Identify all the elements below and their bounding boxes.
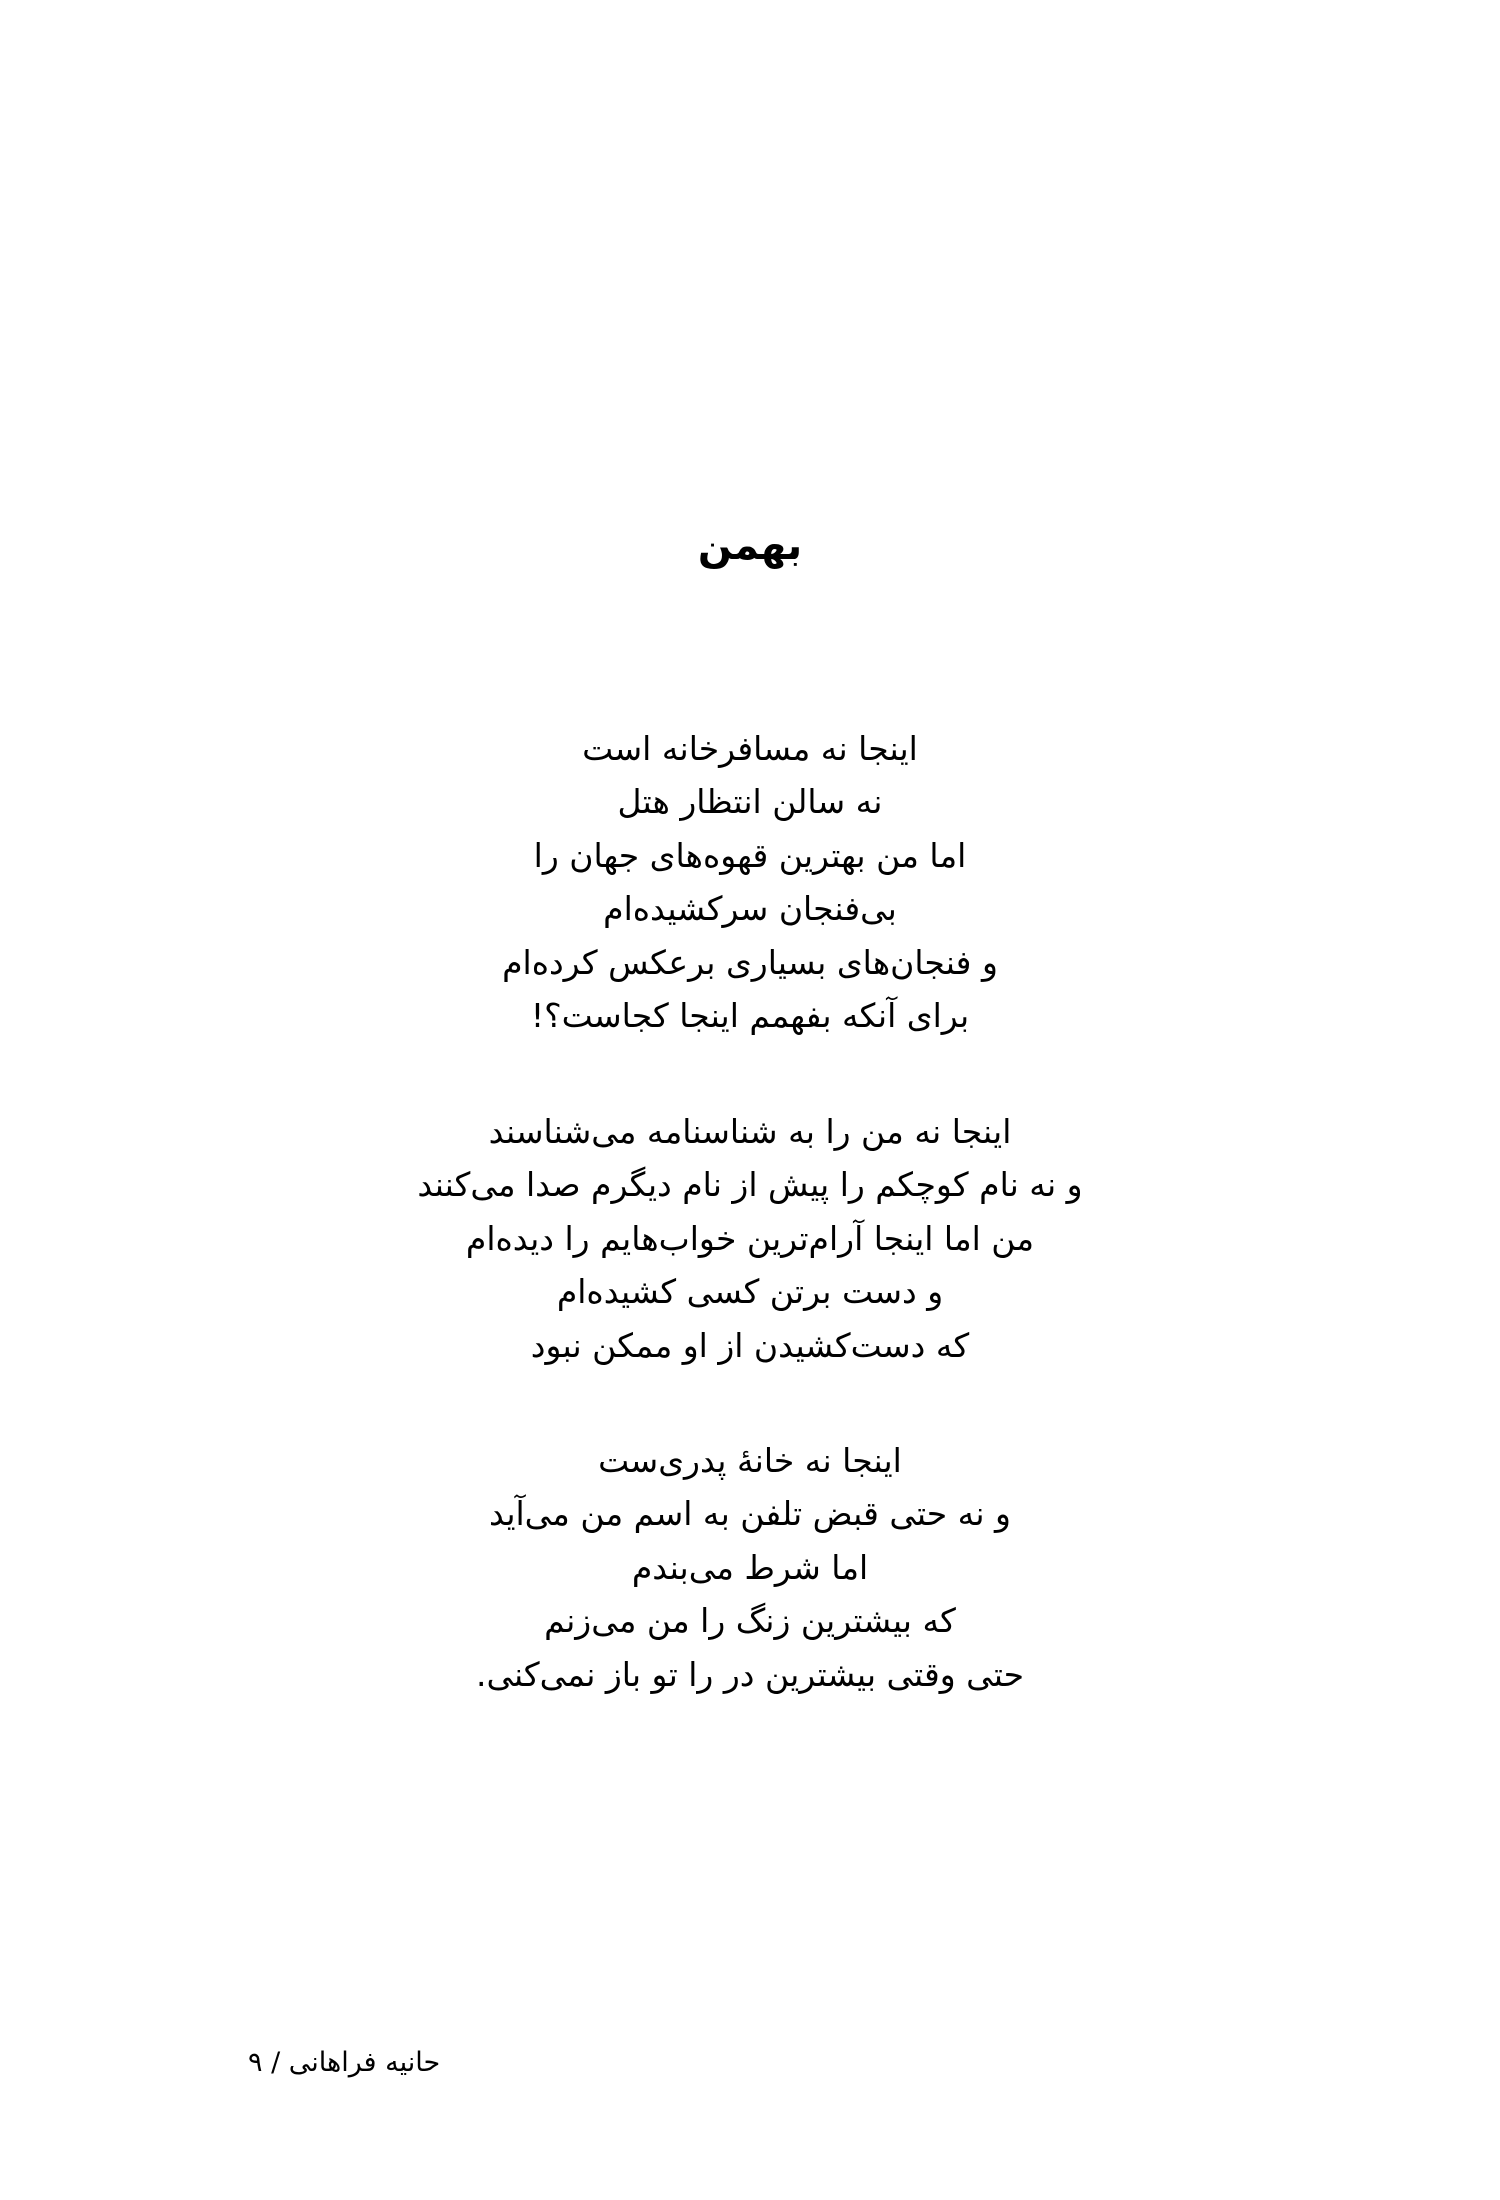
poem-line: حتی وقتی بیشترین در را تو باز نمی‌کنی. xyxy=(475,1654,1025,1694)
poem-line: برای آنکه بفهمم اینجا کجاست؟! xyxy=(530,996,970,1036)
poem-line: که دست‌کشیدن از او ممکن نبود xyxy=(530,1325,970,1365)
poem-line: و فنجان‌های بسیاری برعکس کرده‌ام xyxy=(502,942,998,982)
poem-line: و نه حتی قبض تلفن به اسم من می‌آید xyxy=(489,1494,1011,1534)
stanza-2 xyxy=(360,1105,1140,1372)
poem-line: و دست برتن کسی کشیده‌ام xyxy=(556,1272,944,1312)
poem-line: اینجا نه من را به شناسنامه می‌شناسند xyxy=(488,1111,1012,1151)
poem-line: من اما اینجا آرام‌ترین خواب‌هایم را دیده‌ام xyxy=(465,1218,1035,1258)
poem-line: اما شرط می‌بندم xyxy=(631,1547,869,1587)
poem-line: اینجا نه مسافرخانه است xyxy=(582,729,918,768)
poem-line: اما من بهترین قهوه‌های جهان را xyxy=(533,835,967,875)
poem-line: نه سالن انتظار هتل xyxy=(617,782,883,822)
stanza-3 xyxy=(360,1434,1140,1701)
stanza-1 xyxy=(360,722,1140,1043)
poem-line: و نه نام کوچکم را پیش از نام دیگرم صدا می‌کنند xyxy=(417,1165,1083,1205)
poem-line: بی‌فنجان سرکشیده‌ام xyxy=(603,889,897,929)
poem-line: که بیشترین زنگ را من می‌زنم xyxy=(544,1601,956,1641)
page-footer: حانیه فراهانی / ۹ xyxy=(248,2047,441,2079)
page-title: بهمن xyxy=(697,523,803,569)
poem-line: اینجا نه خانهٔ پدری‌ست xyxy=(598,1440,902,1480)
poem-body xyxy=(360,520,1140,1701)
